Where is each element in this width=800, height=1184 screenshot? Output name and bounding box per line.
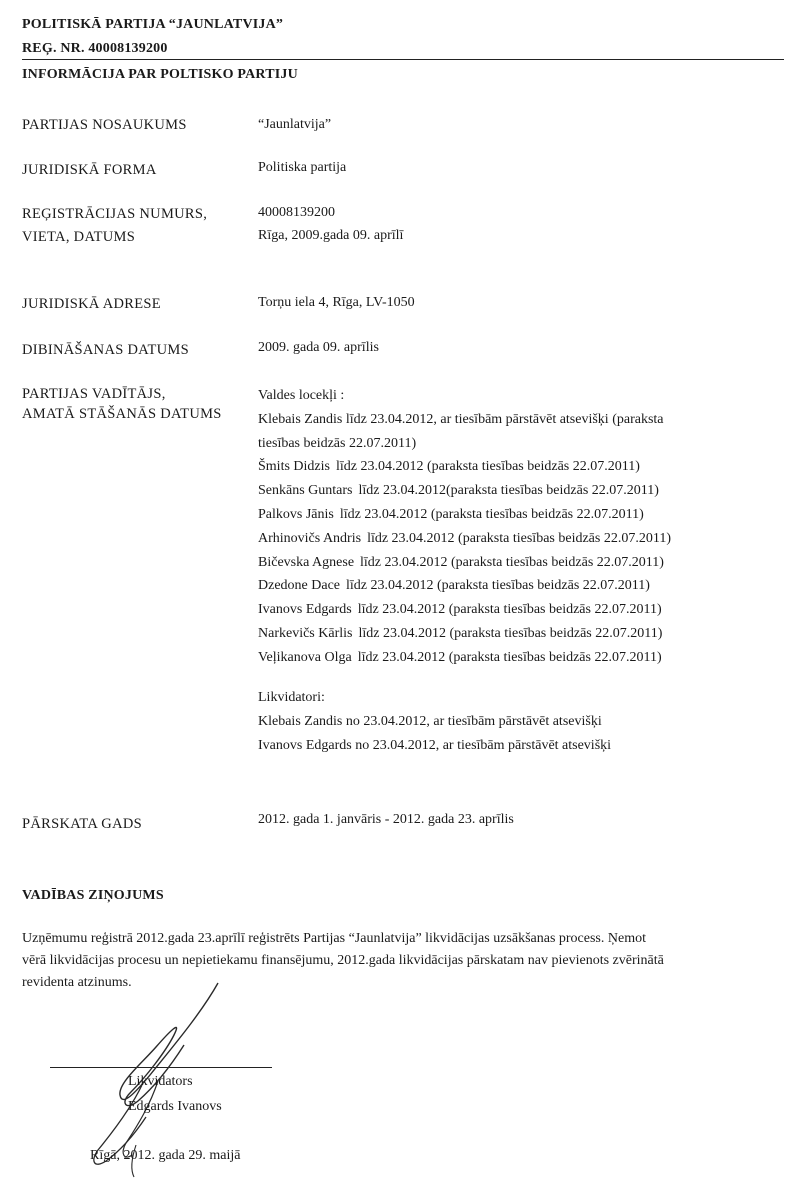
section-title: INFORMĀCIJA PAR POLTISKO PARTIJU (22, 67, 298, 82)
year-value: 2012. gada 1. janvāris - 2012. gada 23. aprīlis (258, 812, 514, 827)
board-member (258, 574, 671, 598)
member-name: Palkovs Jānis (258, 506, 334, 522)
header-rule (22, 59, 784, 60)
registration-number: REĢ. NR. 40008139200 (22, 41, 168, 56)
member-name: Veļikanova Olga (258, 649, 352, 665)
report-line: Uzņēmumu reģistrā 2012.gada 23.aprīlī reģistrēts Partijas “Jaunlatvija” likvidācijas uzsākšanas process. Ņemot (22, 931, 646, 946)
member-term: līdz 23.04.2012 (paraksta tiesības beidzās 22.07.2011) (360, 554, 664, 570)
member-term: līdz 23.04.2012 (paraksta tiesības beidzās 22.07.2011) (339, 506, 644, 522)
leaders-label-1: PARTIJAS VADĪTĀJS, (22, 386, 166, 402)
form-label: JURIDISKĀ FORMA (22, 162, 157, 178)
signature-name: Edgards Ivanovs (128, 1099, 222, 1114)
member-name: Senkāns Guntars (258, 483, 353, 499)
form-value: Politiska partija (258, 160, 347, 175)
board-member (258, 527, 671, 551)
report-title: VADĪBAS ZIŅOJUMS (22, 888, 164, 903)
member-term: līdz 23.04.2012 (paraksta tiesības beidzās 22.07.2011) (357, 602, 662, 618)
liquidator-line: Klebais Zandis no 23.04.2012, ar tiesībām pārstāvēt atsevišķi (258, 713, 602, 729)
board-heading: Valdes locekļi : (258, 388, 345, 403)
board-member (258, 455, 671, 479)
member-name: Arhinovičs Andris (258, 530, 362, 546)
member-name: Bičevska Agnese (258, 554, 355, 570)
address-label: JURIDISKĀ ADRESE (22, 296, 161, 312)
leaders-label-2: AMATĀ STĀŠANĀS DATUMS (22, 406, 222, 422)
reg-label-2: VIETA, DATUMS (22, 229, 136, 245)
member-name: Narkevičs Kārlis (258, 625, 353, 641)
member-name: Šmits Didzis (258, 459, 330, 475)
signature-place-date: Rīgā, 2012. gada 29. maijā (90, 1148, 241, 1163)
board-member (258, 503, 671, 527)
board-member (258, 646, 671, 670)
member-term: līdz 23.04.2012 (paraksta tiesības beidzās 22.07.2011) (357, 649, 662, 665)
signature-role: Likvidators (128, 1074, 193, 1089)
board-first-line-1: Klebais Zandis līdz 23.04.2012, ar tiesībām pārstāvēt atsevišķi (paraksta (258, 411, 664, 427)
member-term: līdz 23.04.2012 (paraksta tiesības beidzās 22.07.2011) (358, 625, 663, 641)
liquidator-line: Ivanovs Edgards no 23.04.2012, ar tiesībām pārstāvēt atsevišķi (258, 737, 612, 753)
board-member (258, 598, 671, 622)
member-name: Dzedone Dace (258, 578, 341, 594)
member-term: līdz 23.04.2012 (paraksta tiesības beidzās 22.07.2011) (335, 459, 640, 475)
reg-label-1: REĢISTRĀCIJAS NUMURS, (22, 206, 208, 222)
member-term: līdz 23.04.2012 (paraksta tiesības beidzās 22.07.2011) (367, 530, 671, 546)
reg-value-place-date: Rīga, 2009.gada 09. aprīlī (258, 228, 404, 243)
member-term: līdz 23.04.2012(paraksta tiesības beidzās 22.07.2011) (358, 483, 659, 499)
member-name: Ivanovs Edgards (258, 602, 352, 618)
board-member (258, 622, 671, 646)
report-line: revidenta atzinums. (22, 975, 132, 990)
reg-value-number: 40008139200 (258, 205, 335, 220)
member-term: līdz 23.04.2012 (paraksta tiesības beidzās 22.07.2011) (346, 578, 650, 594)
board-member (258, 551, 671, 575)
founded-value: 2009. gada 09. aprīlis (258, 340, 379, 355)
board-block (258, 384, 671, 670)
liquidators-block (258, 686, 611, 757)
year-label: PĀRSKATA GADS (22, 816, 142, 832)
board-member (258, 479, 671, 503)
liquidators-heading: Likvidatori: (258, 690, 325, 705)
name-label: PARTIJAS NOSAUKUMS (22, 117, 187, 133)
founded-label: DIBINĀŠANAS DATUMS (22, 342, 189, 358)
report-line: vērā likvidācijas procesu un nepietiekamu finansējumu, 2012.gada likvidācijas pārskatam nav pievienots zvērinātā (22, 953, 664, 968)
address-value: Torņu iela 4, Rīga, LV-1050 (258, 295, 415, 310)
name-value: “Jaunlatvija” (258, 117, 332, 132)
party-title: POLITISKĀ PARTIJA “JAUNLATVIJA” (22, 17, 284, 32)
board-first-line-2: tiesības beidzās 22.07.2011) (258, 435, 417, 451)
